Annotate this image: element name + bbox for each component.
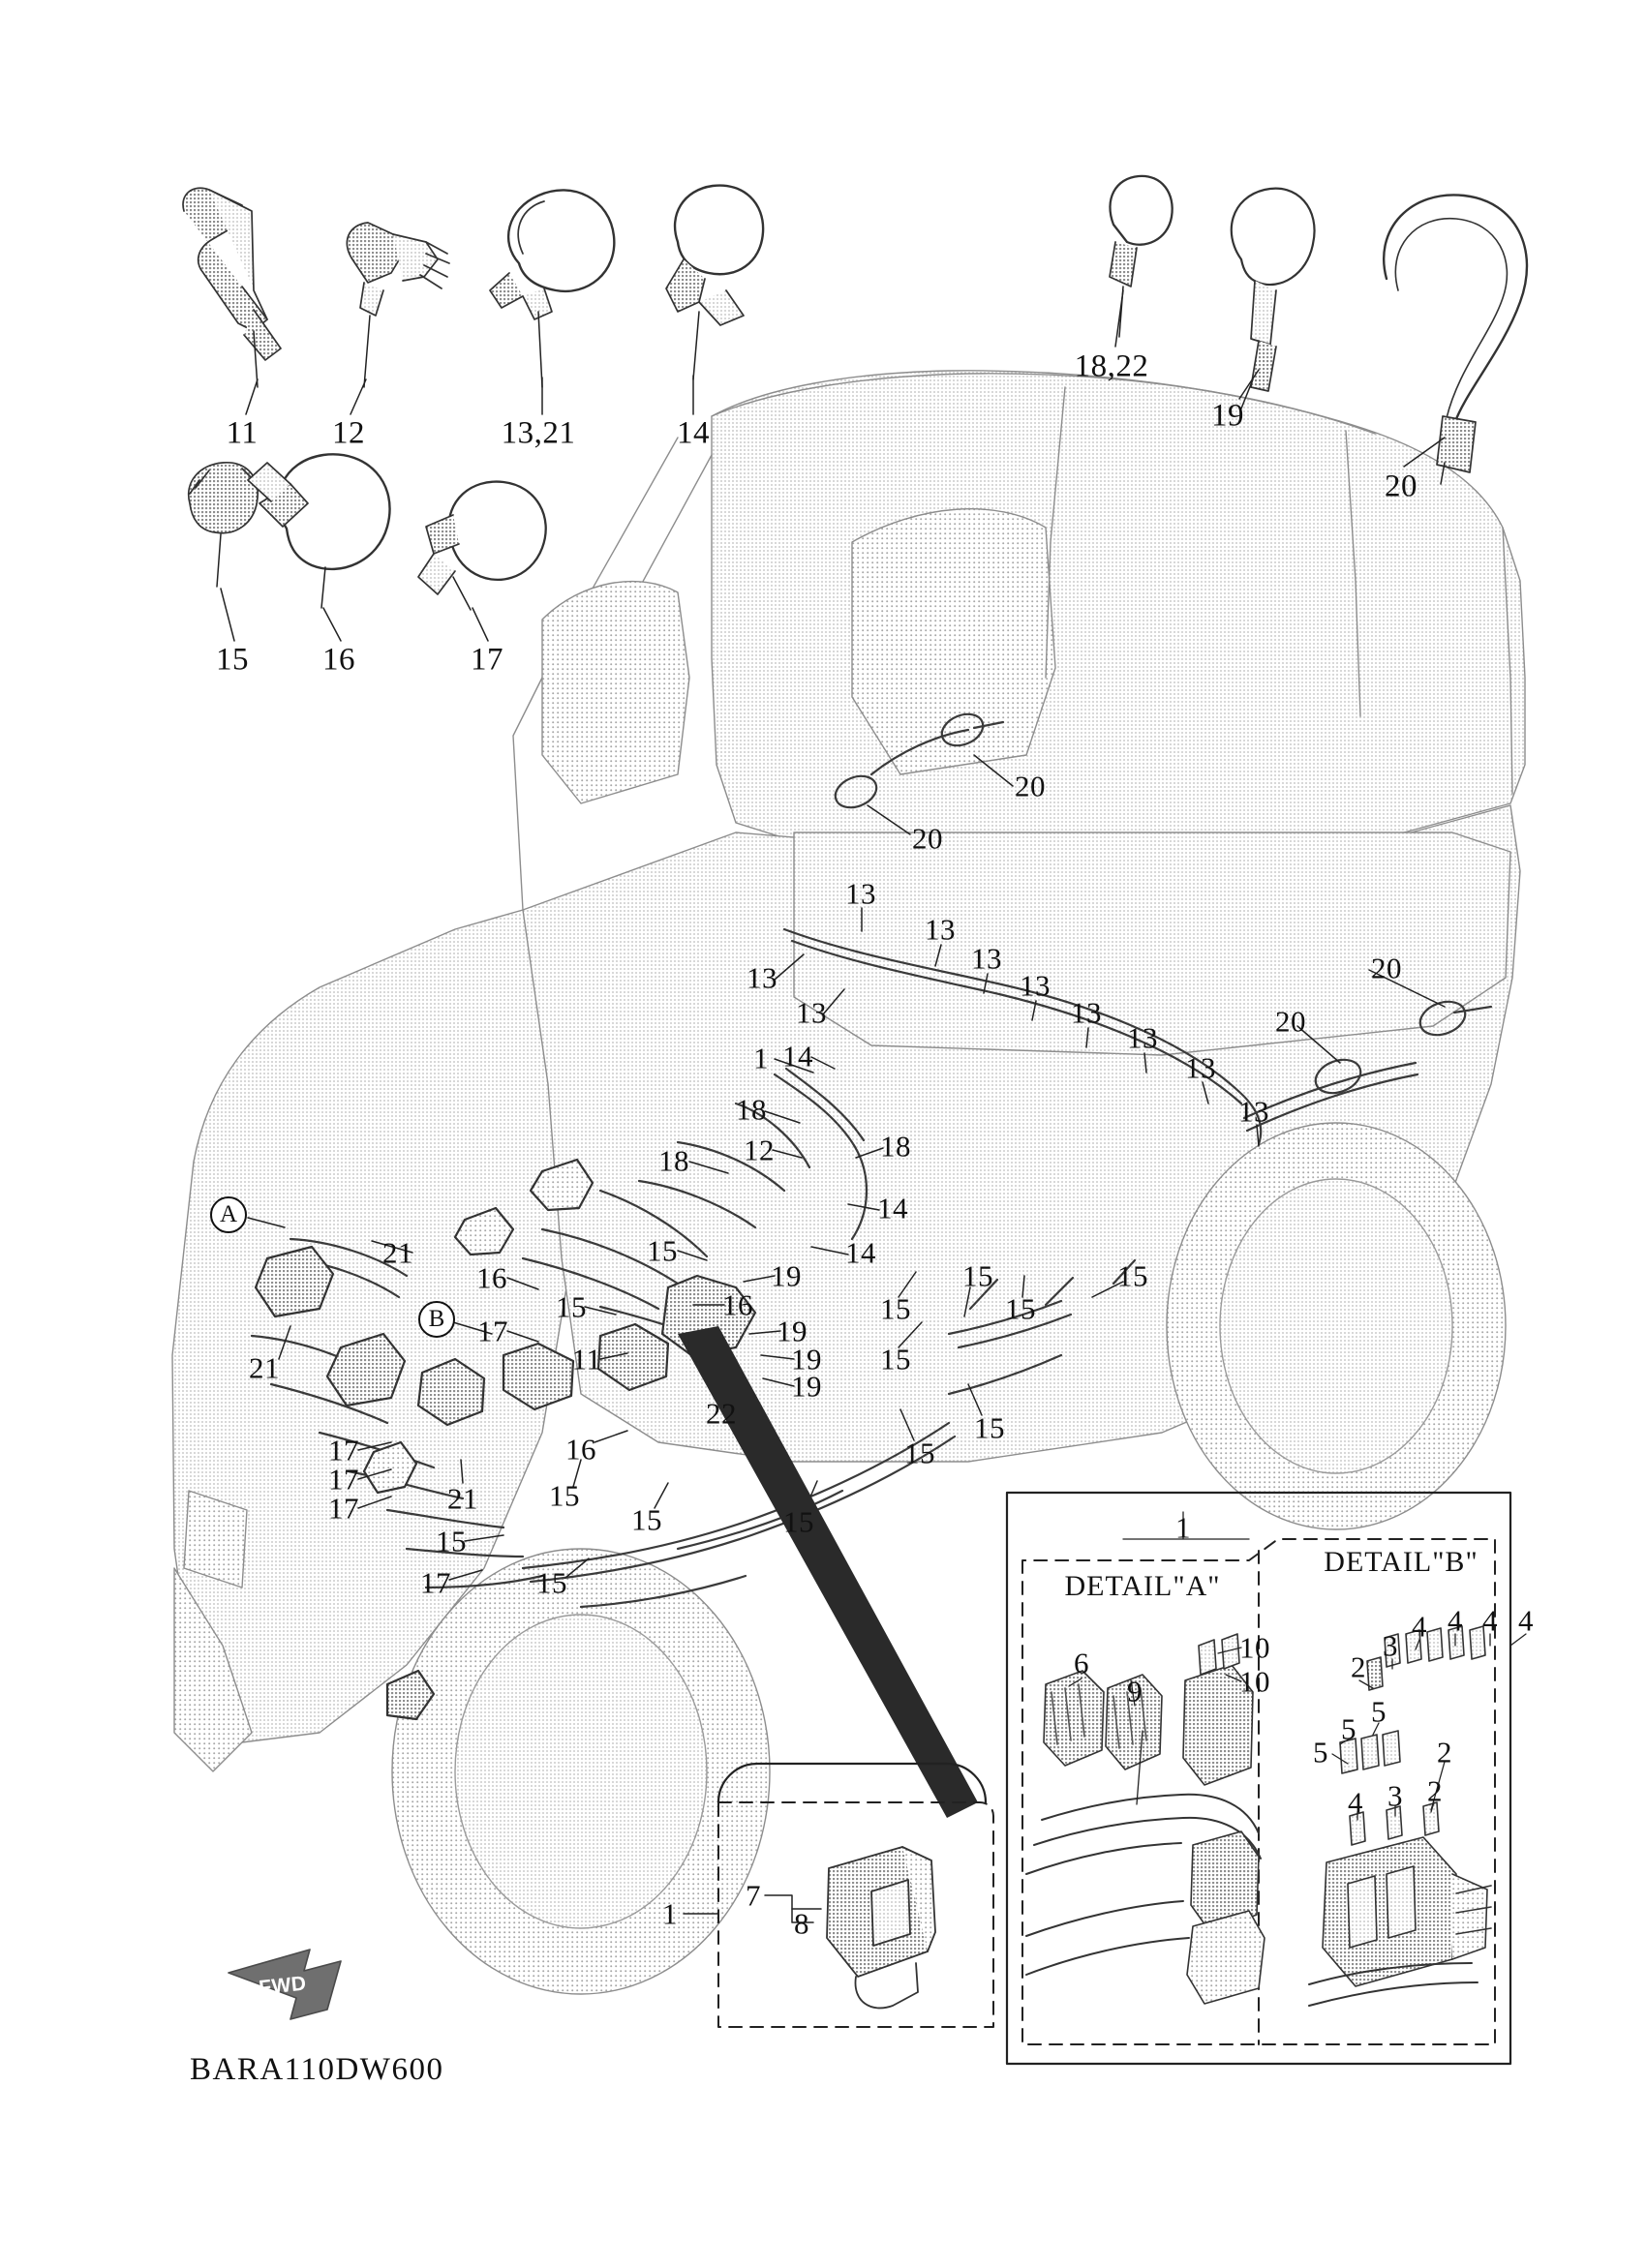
callout-18-b: 18 (658, 1143, 689, 1178)
callout-18-a: 18 (736, 1092, 767, 1127)
callout-5-c: 5 (1313, 1735, 1328, 1769)
callout-20-d: 20 (1275, 1004, 1306, 1039)
callout-21-c: 21 (447, 1481, 478, 1516)
callout-15-h: 15 (974, 1410, 1005, 1445)
callout-15-e: 15 (1117, 1258, 1148, 1293)
callout-4-b: 4 (1448, 1603, 1463, 1638)
callout-17-c: 17 (328, 1462, 359, 1497)
callout-15-b: 15 (556, 1289, 587, 1324)
region-label-a: A (210, 1196, 247, 1233)
callout-15-l: 15 (783, 1504, 814, 1539)
region-label-b: B (418, 1301, 455, 1338)
callout-15-d: 15 (1005, 1291, 1036, 1326)
callout-20-b: 20 (912, 821, 943, 856)
callout-13-d: 13 (747, 960, 777, 995)
callout-17: 17 (471, 642, 503, 678)
callout-5-a: 5 (1341, 1711, 1356, 1746)
callout-14-c: 14 (845, 1235, 876, 1270)
callout-13-f: 13 (796, 995, 827, 1030)
callout-15-a: 15 (647, 1233, 678, 1268)
callout-1-detail: 1 (1175, 1510, 1191, 1545)
callout-11-mid: 11 (571, 1342, 602, 1376)
callout-21-b: 21 (249, 1350, 280, 1385)
callout-12: 12 (332, 415, 365, 451)
callout-17-e: 17 (420, 1565, 451, 1600)
callout-2-b: 2 (1437, 1735, 1452, 1769)
callout-19-c: 19 (791, 1342, 822, 1376)
callout-10-b: 10 (1239, 1664, 1270, 1699)
detail-b-title: DETAIL"B" (1324, 1546, 1478, 1578)
callout-17-d: 17 (328, 1491, 359, 1526)
callout-10-a: 10 (1239, 1630, 1270, 1665)
callout-13-c: 13 (971, 941, 1002, 976)
callout-6: 6 (1074, 1646, 1089, 1680)
callout-20: 20 (1385, 469, 1417, 504)
callout-4-c: 4 (1482, 1603, 1498, 1638)
callout-16: 16 (322, 642, 355, 678)
callout-13-a: 13 (845, 876, 876, 911)
callout-15-c: 15 (962, 1258, 993, 1293)
callout-14-b: 14 (877, 1191, 908, 1225)
callout-19-b: 19 (777, 1314, 808, 1348)
callout-13-b: 13 (925, 912, 956, 947)
callout-7: 7 (746, 1878, 761, 1913)
callout-13-i: 13 (1185, 1050, 1216, 1085)
callout-9: 9 (1127, 1674, 1143, 1709)
callout-17-b: 17 (328, 1433, 359, 1467)
callout-16-c: 16 (565, 1432, 596, 1467)
callout-15-m: 15 (436, 1524, 467, 1558)
callout-14: 14 (677, 415, 710, 451)
callout-14-a: 14 (782, 1039, 813, 1074)
fwd-arrow-label: FWD (258, 1972, 308, 2000)
detail-a-title: DETAIL"A" (1064, 1570, 1221, 1602)
callout-13-21: 13,21 (501, 415, 576, 451)
callout-22: 22 (706, 1396, 737, 1431)
callout-1-main: 1 (753, 1041, 769, 1075)
part-code: BARA110DW600 (190, 2052, 444, 2087)
callout-19-d: 19 (791, 1369, 822, 1404)
callout-5-b: 5 (1371, 1694, 1387, 1729)
callout-17-a: 17 (477, 1314, 508, 1348)
callout-2-a: 2 (1351, 1649, 1366, 1684)
callout-15-j: 15 (549, 1478, 580, 1513)
callout-18-22: 18,22 (1074, 348, 1149, 384)
callout-3-b: 3 (1387, 1778, 1403, 1813)
callout-20-c: 20 (1371, 951, 1402, 985)
callout-13-e: 13 (1020, 968, 1051, 1003)
callout-16-a: 16 (476, 1260, 507, 1295)
callout-21-a: 21 (382, 1235, 413, 1270)
callout-20-a: 20 (1015, 769, 1046, 803)
callout-1-inset: 1 (662, 1896, 678, 1931)
callout-19: 19 (1211, 398, 1244, 434)
callout-8: 8 (794, 1906, 809, 1941)
callout-13-h: 13 (1127, 1020, 1158, 1055)
callout-13-g: 13 (1071, 995, 1102, 1030)
callout-15-f: 15 (880, 1291, 911, 1326)
callout-18-c: 18 (880, 1129, 911, 1164)
callout-15-k: 15 (631, 1502, 662, 1537)
callout-2-c: 2 (1427, 1773, 1443, 1808)
callout-19-a: 19 (771, 1258, 802, 1293)
callout-3-a: 3 (1383, 1628, 1398, 1663)
callout-13-j: 13 (1238, 1094, 1269, 1129)
callout-12-mid: 12 (744, 1133, 775, 1167)
callout-15-g: 15 (880, 1342, 911, 1376)
callout-11: 11 (226, 415, 259, 451)
callout-15: 15 (216, 642, 249, 678)
callout-16-b: 16 (722, 1287, 753, 1322)
callout-15-i: 15 (904, 1436, 935, 1470)
callout-4-d: 4 (1518, 1603, 1534, 1638)
callout-4-a: 4 (1412, 1609, 1427, 1644)
callout-15-n: 15 (536, 1565, 567, 1600)
callout-4-e: 4 (1348, 1785, 1363, 1820)
